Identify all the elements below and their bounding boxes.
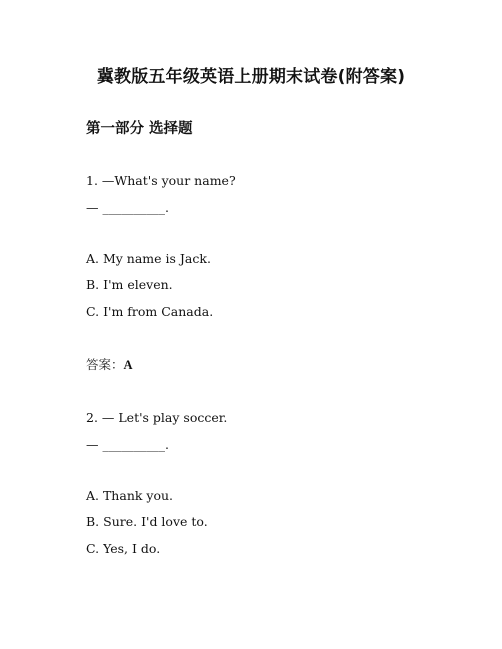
question-1-reply-blank: — __________. — [86, 200, 169, 215]
question-1-prompt: 1. —What's your name? — [86, 173, 236, 188]
question-1-option-b: B. I'm eleven. — [86, 277, 173, 292]
section-heading: 第一部分 选择题 — [86, 121, 193, 137]
question-1-option-c: C. I'm from Canada. — [86, 304, 214, 319]
question-1-option-a: A. My name is Jack. — [86, 251, 211, 266]
question-2-prompt: 2. — Let's play soccer. — [86, 410, 228, 425]
question-1-answer — [86, 357, 133, 373]
question-2-option-c: C. Yes, I do. — [86, 541, 161, 556]
document-title: 冀教版五年级英语上册期末试卷(附答案) — [96, 67, 406, 87]
answer-label: 答案： — [86, 357, 124, 372]
question-2-option-a: A. Thank you. — [86, 488, 174, 503]
question-2-reply-blank: — __________. — [86, 437, 169, 452]
answer-value: A — [123, 358, 133, 372]
question-2-option-b: B. Sure. I'd love to. — [86, 514, 208, 529]
